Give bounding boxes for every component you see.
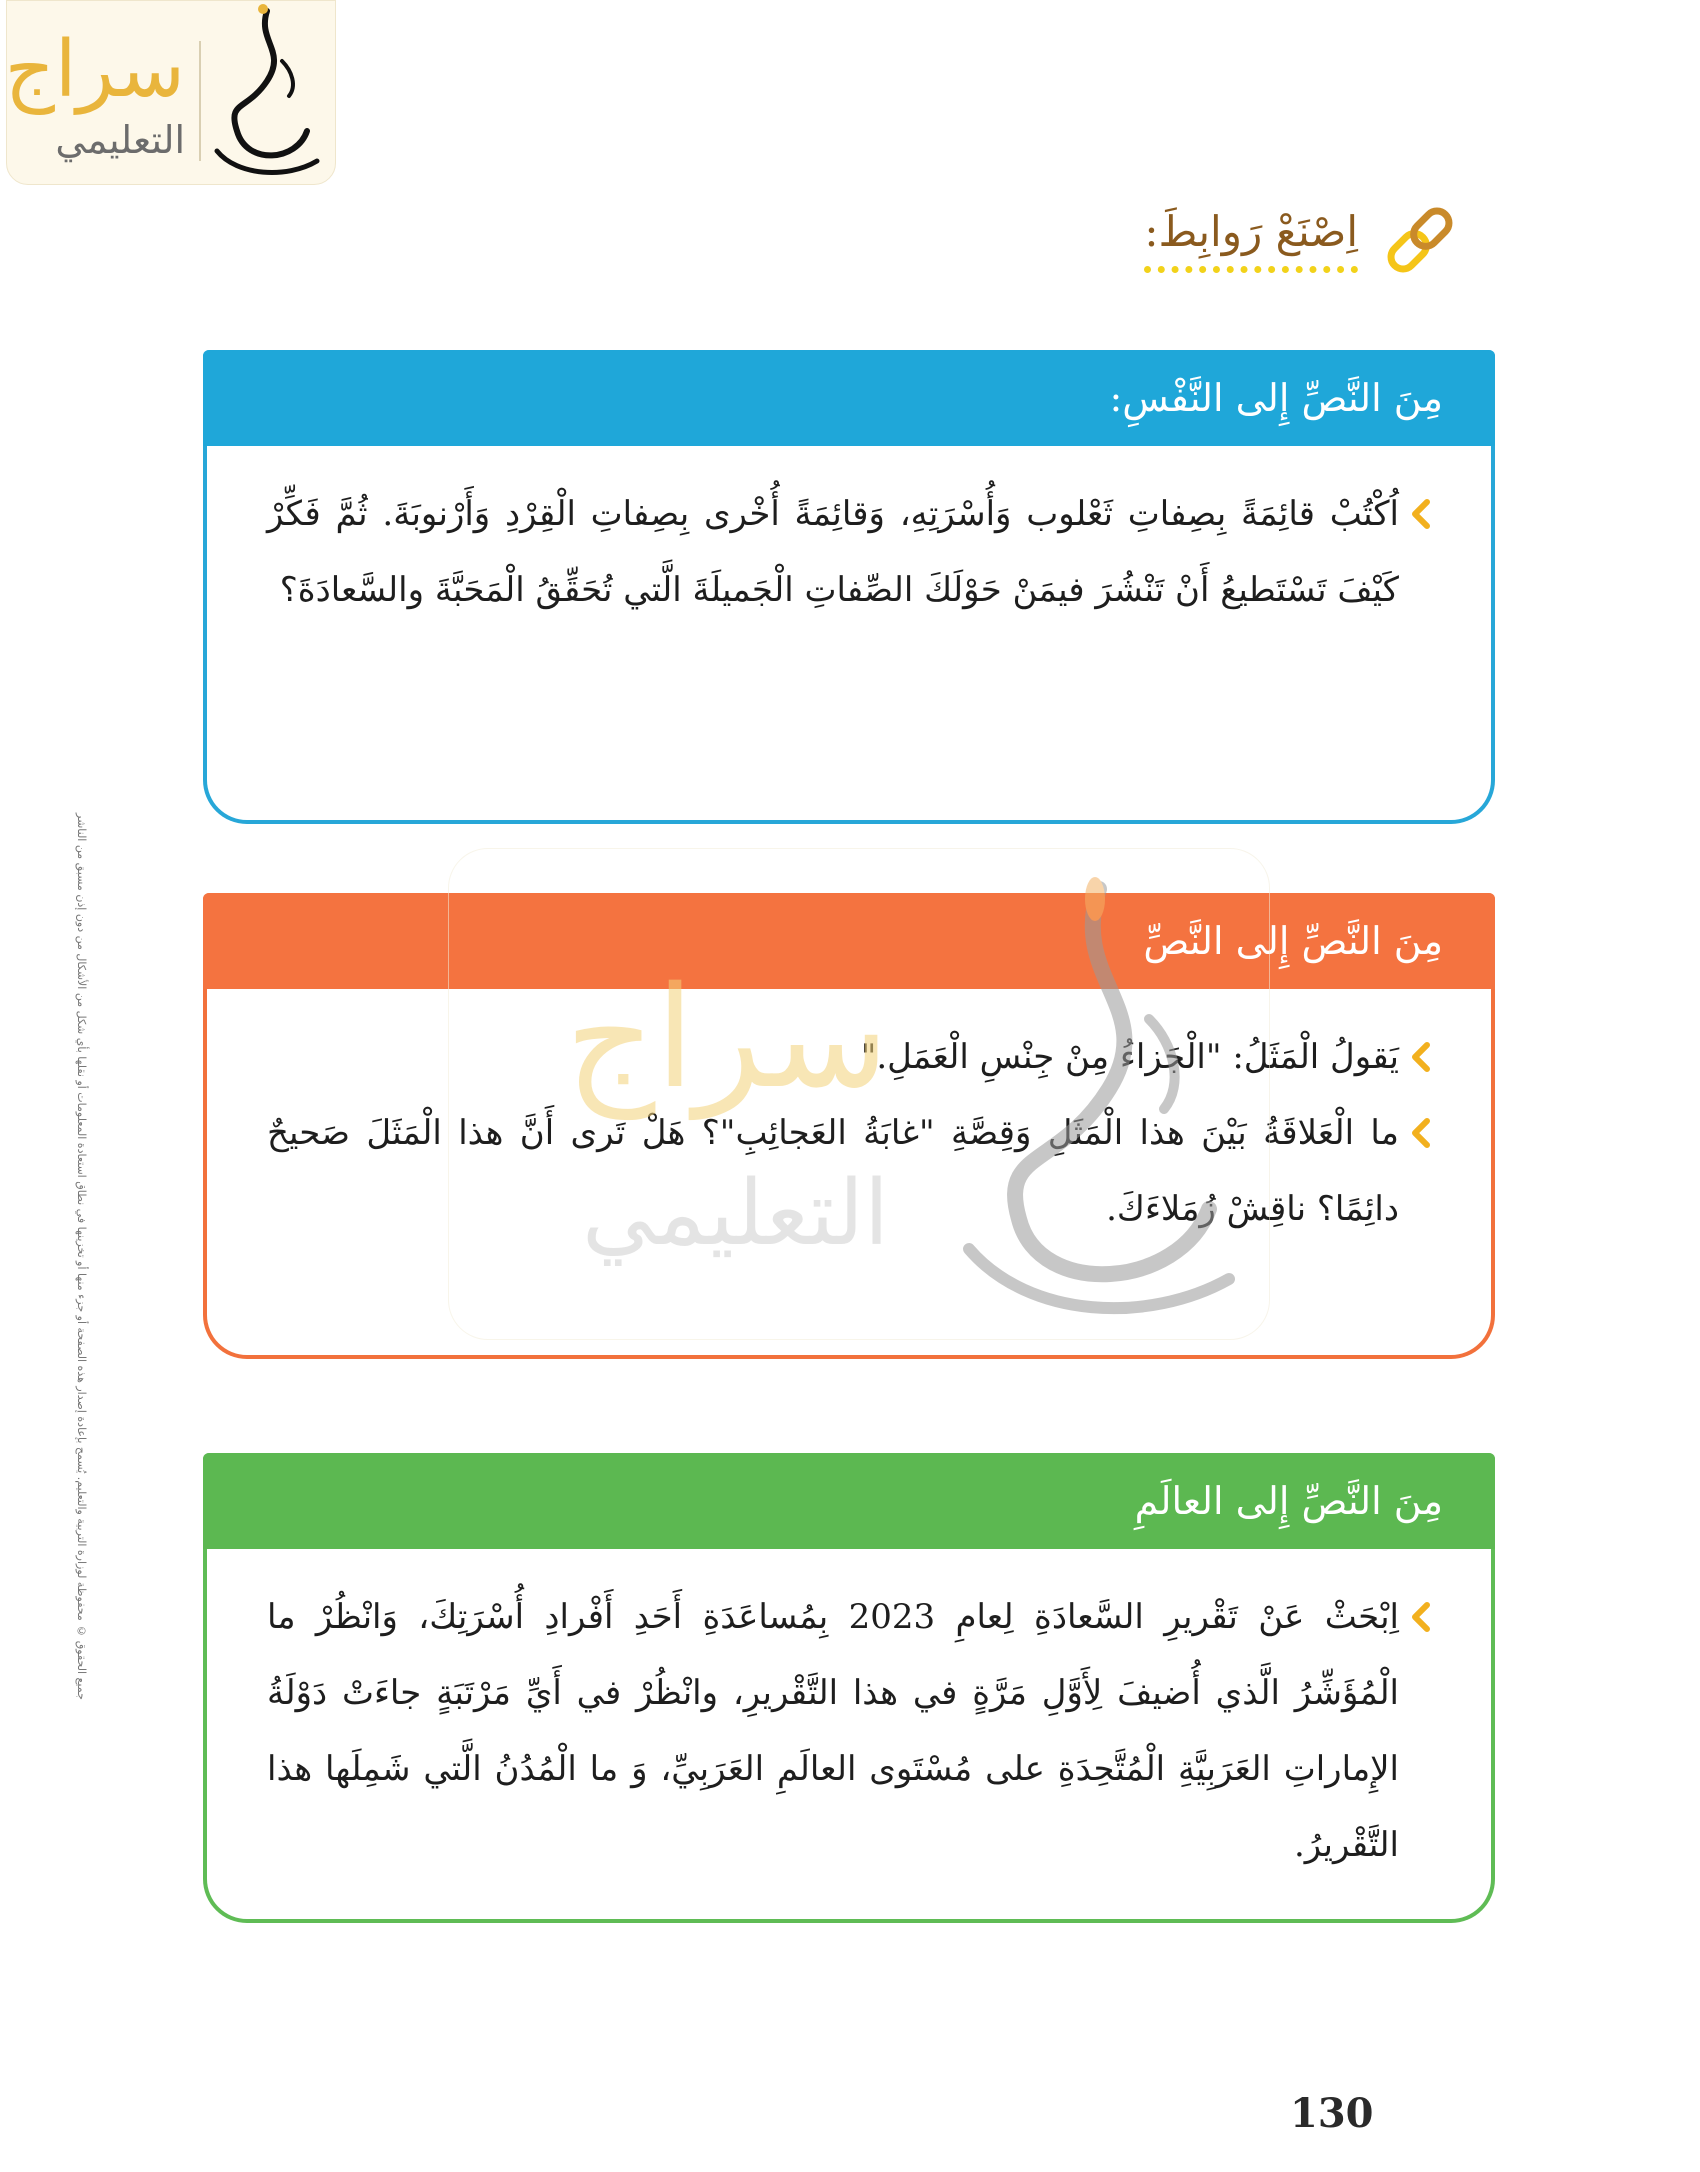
chain-link-icon	[1380, 200, 1460, 280]
text-to-text-header	[203, 893, 1495, 989]
section-heading	[1144, 200, 1460, 280]
text-to-text-title: مِنَ النَّصِّ إِلى النَّصِّ	[1143, 919, 1443, 963]
text-to-self-body	[207, 446, 1491, 628]
copyright-notice: جميع الحقوق © محفوظة لوزارة التربية والتعليم. يُسمح بإعادة إصدار هذه الصفحة أو جزء منها أو تخزينها في نطاق استعادة المعلومات أو نقلها بأي شكل من الأشكال من دون إذن مسبق من الناشر	[75, 813, 88, 1700]
page-number: 130	[1290, 2090, 1374, 2137]
text-to-self-title: مِنَ النَّصِّ إِلى النَّفْسِ:	[1109, 376, 1443, 420]
site-logo	[6, 0, 336, 185]
section-title: اِصْنَعْ رَوابِطَ:	[1144, 207, 1358, 273]
text-to-text-body	[207, 989, 1491, 1247]
text-to-world-title: مِنَ النَّصِّ إِلى العالَمِ	[1134, 1479, 1443, 1523]
chevron-left-icon	[1407, 476, 1435, 552]
watermark-subtitle-text: التعليمي	[581, 1161, 889, 1266]
calligraphy-logo-icon	[197, 1, 327, 186]
text-to-self-header	[203, 350, 1495, 446]
list-item	[267, 476, 1435, 628]
chevron-left-icon	[1407, 1579, 1435, 1655]
text-to-self-box	[203, 350, 1495, 824]
list-item-text: اُكْتُبْ قائِمَةً بِصِفاتِ ثَعْلوب وَأُسْرَتِهِ، وَقائِمَةً أُخْرى بِصِفاتِ الْقِرْدِ وَأَرْنوبَةَ. ثُمَّ فَكِّرْ كَيْفَ تَسْتَطيعُ أَنْ تَنْشُرَ فيمَنْ حَوْلَكَ الصِّفاتِ الْجَميلَةَ الَّتي تُحَقِّقُ الْمَحَبَّةَ والسَّعادَةَ؟	[267, 494, 1399, 610]
list-item-text: اِبْحَثْ عَنْ تَقْريرِ السَّعادَةِ لِعامِ 2023 بِمُساعَدَةِ أَحَدِ أَفْرادِ أُسْرَتِكَ، وَانْظُرْ ما الْمُؤَشِّرُ الَّذي أُضيفَ لِأَوَّلِ مَرَّةٍ في هذا التَّقْريرِ، وانْظُرْ في أَيِّ مَرْتَبَةٍ جاءَتْ دَوْلَةُ الإِماراتِ العَرَبِيَّةِ الْمُتَّحِدَةِ على مُسْتَوى العالَمِ العَرَبِيِّ، وَ ما الْمُدُنُ الَّتي شَمِلَها هذا التَّقْريرُ.	[267, 1597, 1399, 1865]
chevron-left-icon	[1407, 1095, 1435, 1171]
logo-brand-text: سراج	[4, 25, 185, 115]
list-item-text: ما الْعَلاقَةُ بَيْنَ هذا الْمَثَلِ وَقِصَّةِ "غابَةُ العَجائِبِ"؟ هَلْ تَرى أَنَّ هذا الْمَثَلَ صَحيحٌ دائِمًا؟ ناقِشْ زُمَلاءَكَ.	[267, 1113, 1399, 1229]
text-to-text-box	[203, 893, 1495, 1359]
list-item	[267, 1019, 1435, 1095]
list-item	[267, 1095, 1435, 1247]
list-item-text: يَقولُ الْمَثَلُ: "الْجَزاءُ مِنْ جِنْسِ الْعَمَلِ."	[860, 1037, 1399, 1077]
logo-subtitle-text: التعليمي	[55, 118, 185, 162]
watermark-brand-text: سراج	[565, 957, 889, 1120]
text-to-world-body	[207, 1549, 1491, 1883]
text-to-world-box	[203, 1453, 1495, 1923]
chevron-left-icon	[1407, 1019, 1435, 1095]
list-item	[267, 1579, 1435, 1883]
text-to-world-header	[203, 1453, 1495, 1549]
